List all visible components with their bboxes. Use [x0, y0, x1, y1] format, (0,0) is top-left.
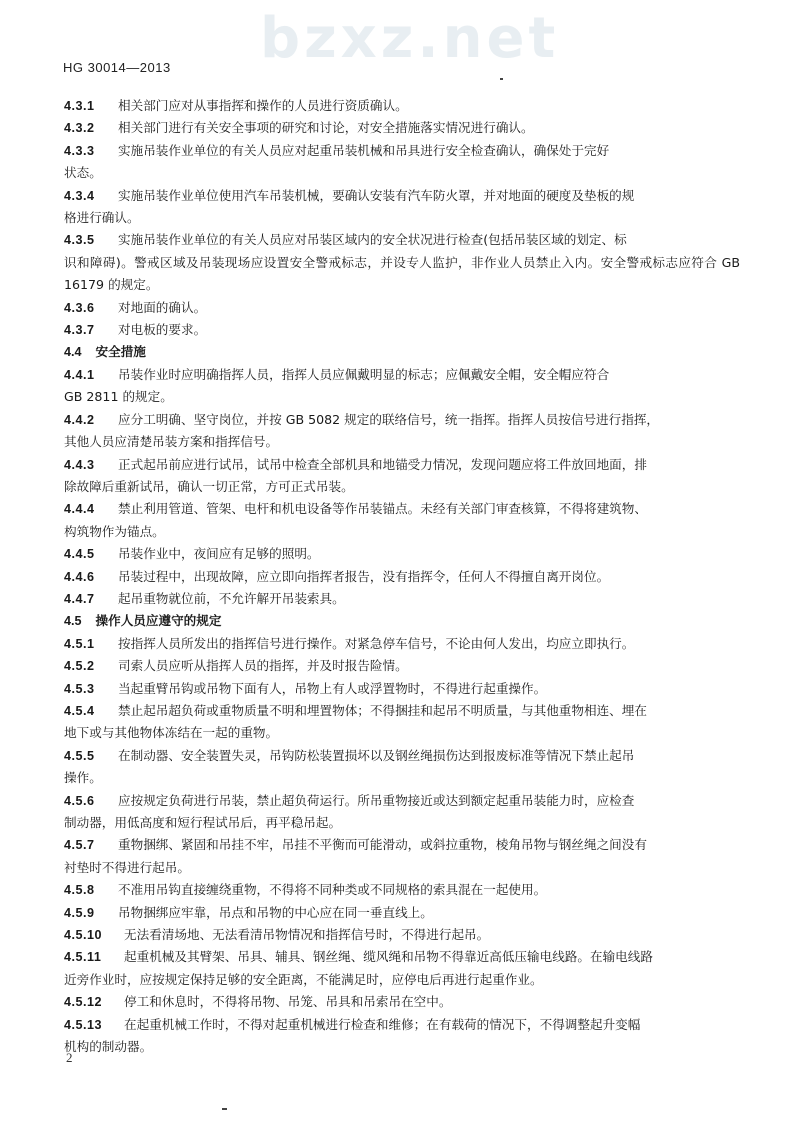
clause: [64, 678, 740, 700]
clause-text: 无法看清场地、无法看清吊物情况和指挥信号时，不得进行起吊。: [124, 927, 490, 943]
clause-number: 4.3.7: [64, 323, 95, 338]
clause-number: 4.4.4: [64, 502, 95, 517]
clause-text: 对电板的要求。: [118, 322, 207, 338]
clause: [64, 745, 740, 790]
clause: [64, 991, 740, 1013]
clause-text: 实施吊装作业单位的有关人员应对起重吊装机械和吊具进行安全检查确认，确保处于完好: [118, 142, 610, 158]
clause-text: 应按规定负荷进行吊装，禁止超负荷运行。所吊重物接近或达到额定起重吊装能力时，应检查: [118, 792, 635, 808]
section-number: 4.5: [64, 614, 82, 629]
clause-text: 实施吊装作业单位的有关人员应对吊装区域内的安全状况进行检查(包括吊装区域的划定、标: [118, 232, 627, 248]
clause: [64, 879, 740, 901]
clauses-4-3: [64, 95, 740, 341]
clause-continuation: 地下或与其他物体冻结在一起的重物。: [64, 725, 279, 741]
clause-continuation: 其他人员应清楚吊装方案和指挥信号。: [64, 434, 279, 450]
clause-number: 4.4.2: [64, 412, 95, 427]
clause-text: 吊装作业时应明确指挥人员，指挥人员应佩戴明显的标志；应佩戴安全帽，安全帽应符合: [118, 366, 610, 382]
clause-number: 4.4.5: [64, 547, 95, 562]
clause-continuation: 格进行确认。: [64, 210, 140, 226]
clause: [64, 946, 740, 991]
clause-text: 正式起吊前应进行试吊，试吊中检查全部机具和地锚受力情况，发现问题应将工件放回地面，排: [118, 456, 647, 472]
clause-text: 对地面的确认。: [118, 299, 207, 315]
clause-continuation: 识和障碍)。警戒区域及吊装现场应设置安全警戒标志，并设专人监护，非作业人员禁止入内。安全警戒标志应符合 GB 16179 的规定。: [64, 254, 740, 293]
clause: [64, 566, 740, 588]
clause: [64, 185, 740, 230]
clause: [64, 790, 740, 835]
clause-number: 4.3.3: [64, 143, 95, 158]
clause: [64, 588, 740, 610]
clauses-4-5: [64, 633, 740, 1059]
section-title: 安全措施: [95, 344, 146, 360]
clause-text: 不准用吊钩直接缠绕重物，不得将不同种类或不同规格的索具混在一起使用。: [118, 882, 547, 898]
section-heading-4-5: [64, 610, 740, 632]
clause-continuation: 构筑物作为锚点。: [64, 523, 165, 539]
clause-text: 按指挥人员所发出的指挥信号进行操作。对紧急停车信号，不论由何人发出，均应立即执行。: [118, 635, 635, 651]
clause: [64, 924, 740, 946]
clause-number: 4.3.5: [64, 233, 95, 248]
clause-number: 4.5.1: [64, 636, 95, 651]
clause-continuation: 机构的制动器。: [64, 1039, 153, 1055]
clause-text: 相关部门应对从事指挥和操作的人员进行资质确认。: [118, 98, 408, 113]
clause-text: 吊装过程中，出现故障，应立即向指挥者报告，没有指挥令，任何人不得擅自离开岗位。: [118, 568, 610, 584]
clause-continuation: 制动器，用低高度和短行程试吊后，再平稳吊起。: [64, 815, 342, 830]
clause-number: 4.4.6: [64, 569, 95, 584]
clause-text: 禁止起吊超负荷或重物质量不明和埋置物体；不得捆挂和起吊不明质量，与其他重物相连、埋在: [118, 702, 647, 718]
clause-continuation: 近旁作业时，应按规定保持足够的安全距离，不能满足时，应停电后再进行起重作业。: [64, 971, 543, 987]
clause-number: 4.5.13: [64, 1017, 103, 1032]
clause-number: 4.5.7: [64, 838, 95, 853]
clause-continuation: GB 2811 的规定。: [64, 389, 173, 405]
clause-text: 在制动器、安全装置失灵，吊钩防松装置损坏以及钢丝绳损伤达到报废标准等情况下禁止起吊: [118, 747, 635, 763]
clause: [64, 409, 740, 454]
clause: [64, 229, 740, 296]
clause: [64, 543, 740, 565]
clause-text: 重物捆绑、紧固和吊挂不牢，吊挂不平衡而可能滑动，或斜拉重物，棱角吊物与钢丝绳之间没有: [118, 837, 647, 853]
clause-number: 4.5.9: [64, 905, 95, 920]
clause-continuation: 衬垫时不得进行起吊。: [64, 859, 190, 875]
clause-text: 起吊重物就位前，不允许解开吊装索具。: [118, 590, 345, 606]
clause-number: 4.5.8: [64, 883, 95, 898]
clause: [64, 364, 740, 409]
section-title: 操作人员应遵守的规定: [95, 613, 222, 629]
clause-number: 4.5.12: [64, 995, 103, 1010]
clause: [64, 140, 740, 185]
scan-speck: [222, 1108, 227, 1110]
clause-text: 在起重机械工作时，不得对起重机械进行检查和维修；在有载荷的情况下，不得调整起升变幅: [124, 1016, 641, 1032]
clause-number: 4.3.1: [64, 99, 95, 113]
clause-number: 4.5.11: [64, 950, 102, 965]
clause-number: 4.3.2: [64, 121, 95, 136]
clause-number: 4.5.10: [64, 928, 103, 943]
clause: [64, 454, 740, 499]
clause-text: 停工和休息时，不得将吊物、吊笼、吊具和吊索吊在空中。: [124, 994, 452, 1010]
watermark: bzxz.net: [260, 6, 560, 71]
document-body: [64, 95, 740, 1058]
clause: [64, 297, 740, 319]
document-code: HG 30014—2013: [63, 60, 171, 75]
clauses-4-4: [64, 364, 740, 610]
scan-speck: [500, 78, 503, 80]
clause: [64, 117, 740, 139]
clause-continuation: 除故障后重新试吊，确认一切正常，方可正式吊装。: [64, 478, 354, 494]
clause-number: 4.5.3: [64, 681, 95, 696]
clause: [64, 700, 740, 745]
section-heading-4-4: [64, 341, 740, 363]
clause-continuation: 状态。: [64, 165, 102, 181]
clause-number: 4.5.4: [64, 703, 95, 718]
clause-continuation: 操作。: [64, 770, 102, 786]
clause-text: 司索人员应听从指挥人员的指挥，并及时报告险情。: [118, 658, 408, 674]
clause: [64, 319, 740, 341]
clause-text: 禁止利用管道、管架、电杆和机电设备等作吊装锚点。未经有关部门审查核算，不得将建筑物、: [118, 501, 647, 517]
clause-text: 当起重臂吊钩或吊物下面有人，吊物上有人或浮置物时，不得进行起重操作。: [118, 680, 547, 696]
clause-number: 4.4.3: [64, 457, 95, 472]
clause-text: 起重机械及其臂架、吊具、辅具、钢丝绳、缆风绳和吊物不得靠近高低压输电线路。在输电线路: [124, 949, 653, 965]
clause-number: 4.4.1: [64, 367, 95, 382]
clause-text: 吊装作业中，夜间应有足够的照明。: [118, 546, 320, 562]
page-number: 2: [66, 1050, 73, 1065]
clause: [64, 902, 740, 924]
clause: [64, 95, 740, 117]
clause: [64, 498, 740, 543]
clause-number: 4.5.2: [64, 659, 95, 674]
clause-text: 吊物捆绑应牢靠，吊点和吊物的中心应在同一垂直线上。: [118, 904, 433, 920]
clause: [64, 834, 740, 879]
clause-number: 4.5.5: [64, 748, 95, 763]
clause-text: 应分工明确、坚守岗位，并按 GB 5082 规定的联络信号，统一指挥。指挥人员按信号进行指挥，: [118, 411, 660, 427]
clause-number: 4.3.6: [64, 300, 95, 315]
clause-number: 4.3.4: [64, 188, 95, 203]
clause-number: 4.4.7: [64, 591, 95, 606]
clause: [64, 1014, 740, 1059]
clause: [64, 633, 740, 655]
clause-number: 4.5.6: [64, 793, 95, 808]
clause-text: 相关部门进行有关安全事项的研究和讨论，对安全措施落实情况进行确认。: [118, 120, 534, 136]
section-number: 4.4: [64, 345, 82, 360]
clause: [64, 655, 740, 677]
clause-text: 实施吊装作业单位使用汽车吊装机械，要确认安装有汽车防火罩，并对地面的硬度及垫板的规: [118, 187, 635, 203]
